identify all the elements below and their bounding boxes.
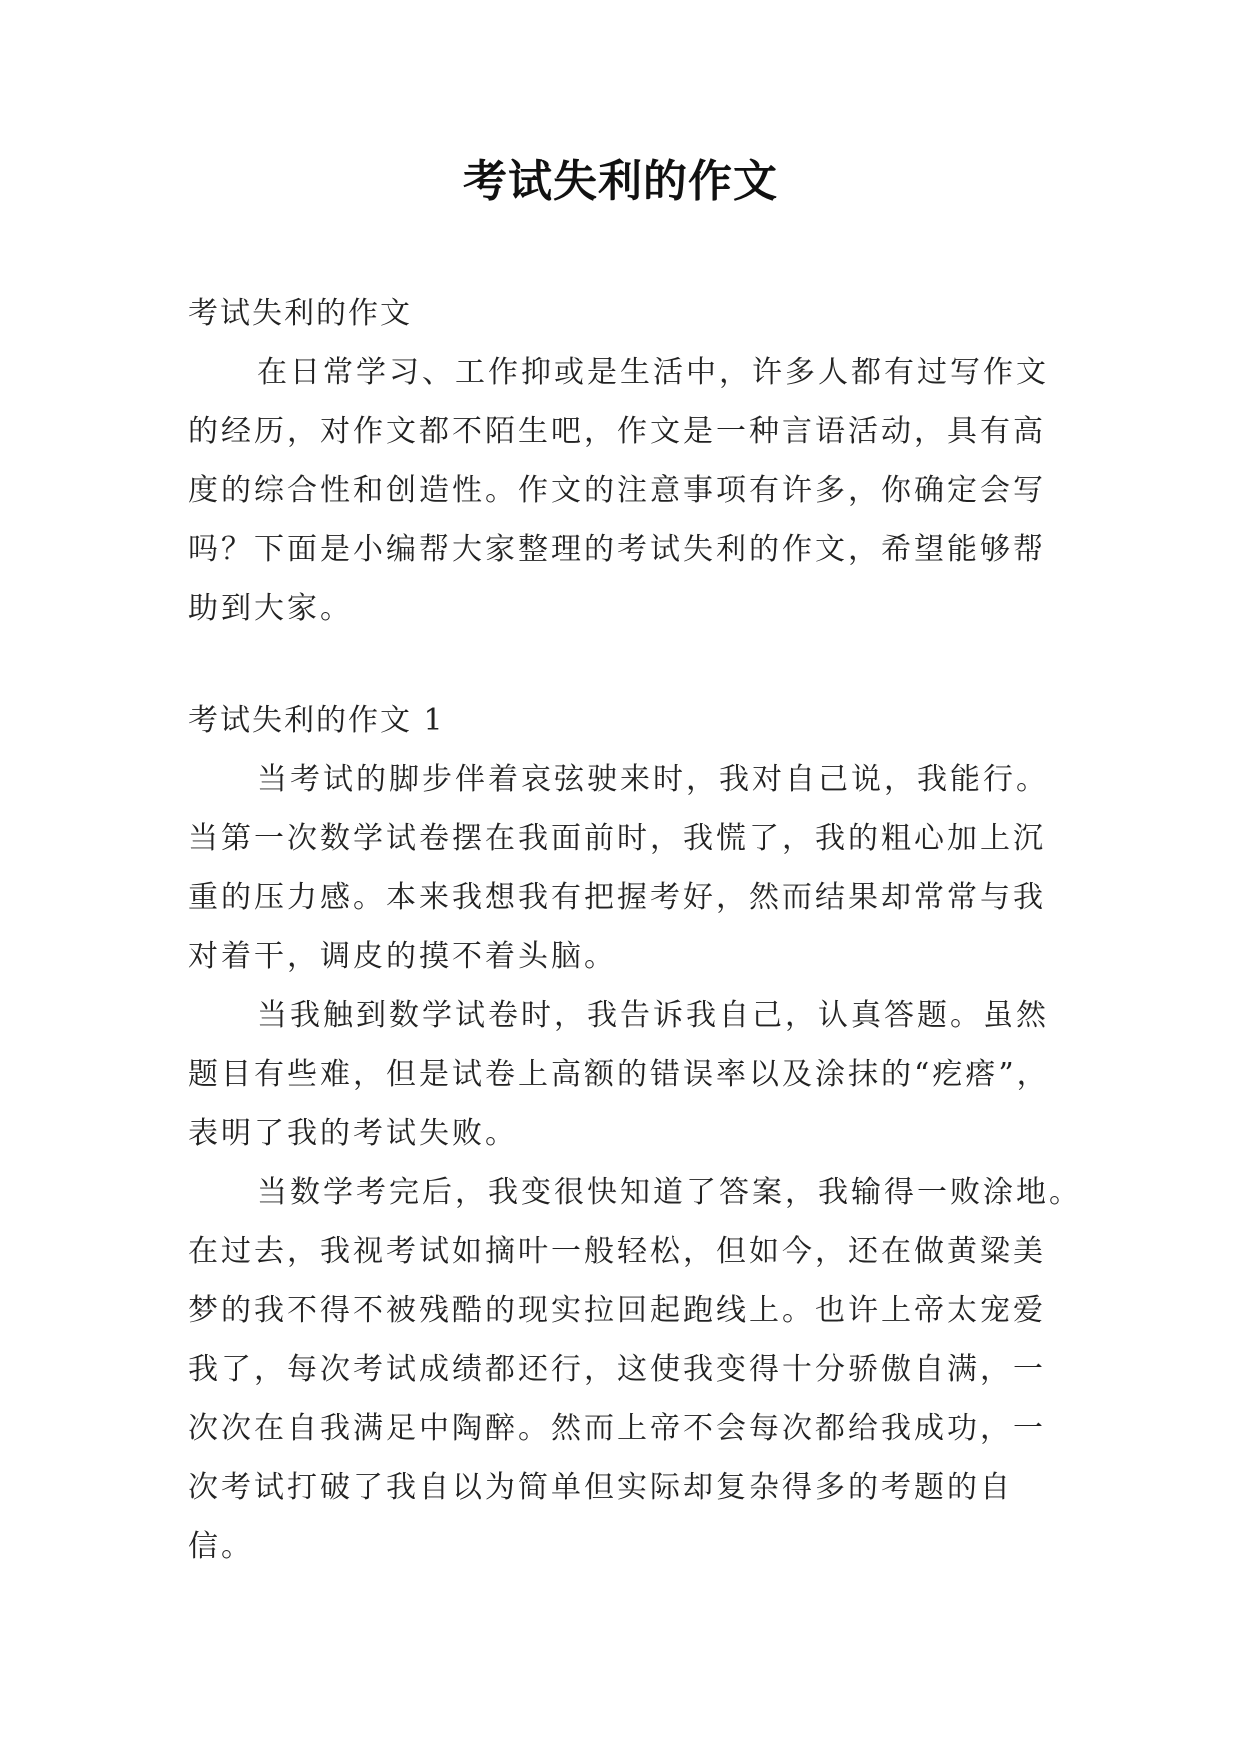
- paragraph-line: 当我触到数学试卷时，我告诉我自己，认真答题。虽然: [257, 998, 1049, 1033]
- paragraph-line: 我了，每次考试成绩都还行，这使我变得十分骄傲自满，一: [188, 1352, 1046, 1387]
- document-body: [188, 284, 1082, 1576]
- paragraph-line: 在过去，我视考试如摘叶一般轻松，但如今，还在做黄粱美: [188, 1234, 1046, 1269]
- paragraph-line: 在日常学习、工作抑或是生活中，许多人都有过写作文: [257, 355, 1049, 390]
- paragraph-line: 的经历，对作文都不陌生吧，作文是一种言语活动，具有高: [188, 414, 1046, 449]
- section1-paragraph-2: [188, 986, 1056, 1163]
- paragraph-line: 当数学考完后，我变很快知道了答案，我输得一败涂地。: [257, 1175, 1082, 1210]
- paragraph-line: 当第一次数学试卷摆在我面前时，我慌了，我的粗心加上沉: [188, 821, 1046, 856]
- intro-paragraph: [188, 343, 1056, 638]
- paragraph-line: 助到大家。: [188, 591, 353, 626]
- paragraph-line: 次次在自我满足中陶醉。然而上帝不会每次都给我成功，一: [188, 1411, 1046, 1446]
- section1-paragraph-3: [188, 1163, 1082, 1576]
- paragraph-line: 信。: [188, 1529, 254, 1564]
- document-title: 考试失利的作文: [463, 156, 778, 207]
- paragraph-line: 次考试打破了我自以为简单但实际却复杂得多的考题的自: [188, 1470, 1013, 1505]
- paragraph-line: 题目有些难，但是试卷上高额的错误率以及涂抹的“疙瘩”，: [188, 1057, 1050, 1092]
- paragraph-line: 对着干，调皮的摸不着头脑。: [188, 939, 617, 974]
- paragraph-line: 表明了我的考试失败。: [188, 1116, 518, 1151]
- section-heading: 考试失利的作文 1: [188, 703, 445, 738]
- paragraph-line: 重的压力感。本来我想我有把握考好，然而结果却常常与我: [188, 880, 1046, 915]
- paragraph-line: 吗？下面是小编帮大家整理的考试失利的作文，希望能够帮: [188, 532, 1046, 567]
- paragraph-line: 度的综合性和创造性。作文的注意事项有许多，你确定会写: [188, 473, 1046, 508]
- paragraph-line: 当考试的脚步伴着哀弦驶来时，我对自己说，我能行。: [257, 762, 1049, 797]
- section1-paragraph-1: [188, 750, 1056, 986]
- section-spacer: [188, 638, 1056, 691]
- paragraph-line: 梦的我不得不被残酷的现实拉回起跑线上。也许上帝太宠爱: [188, 1293, 1046, 1328]
- intro-heading: 考试失利的作文: [188, 296, 412, 331]
